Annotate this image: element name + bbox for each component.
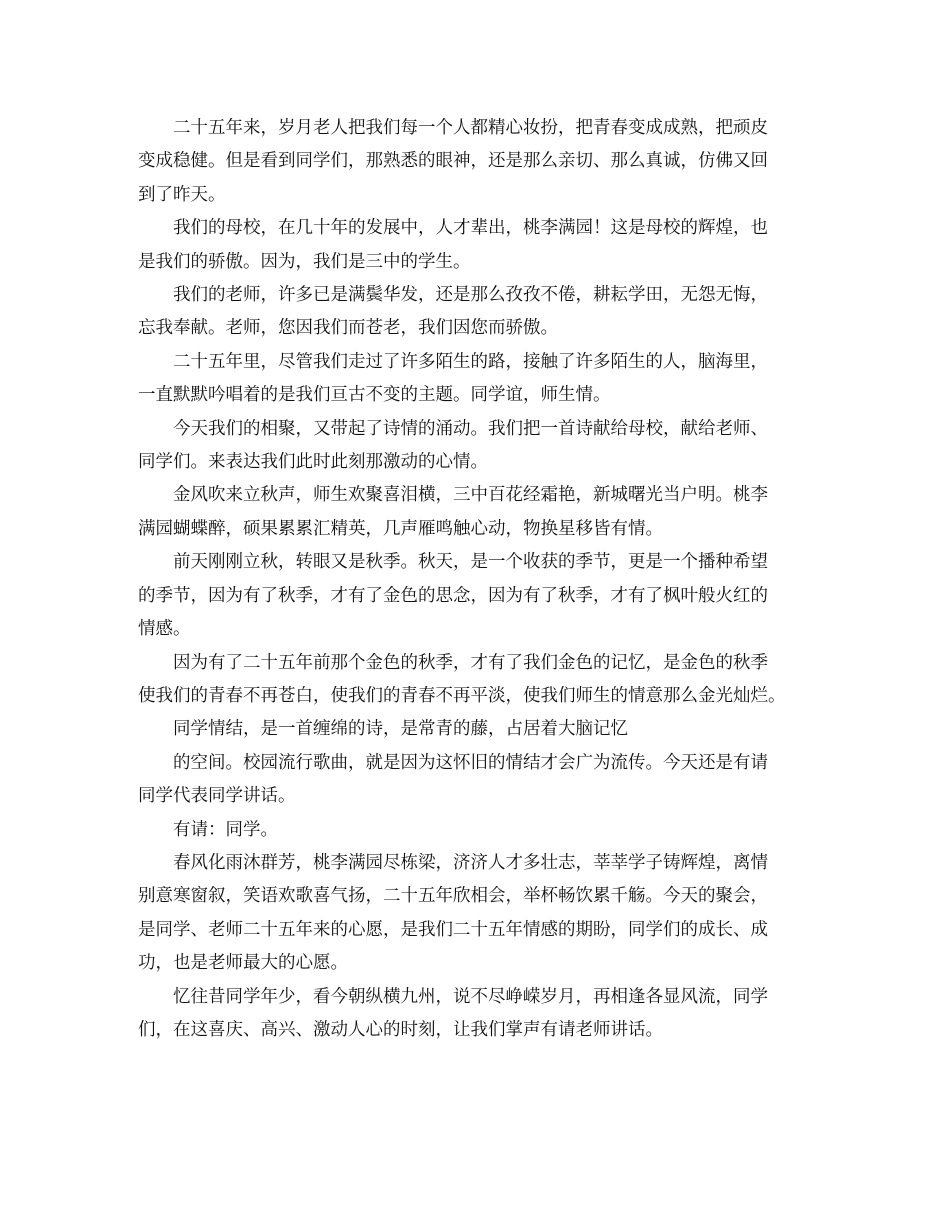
paragraph-1 [138,112,818,212]
paragraph-12 [138,847,818,981]
paragraph-7 [138,546,818,646]
text-line: 同学情结，是一首缠绵的诗，是常青的藤，占居着大脑记忆 [173,719,628,740]
text-line: 因为有了二十五年前那个金色的秋季，才有了我们金色的记忆，是金色的秋季 [173,652,768,673]
text-line: 到了昨天。 [138,184,226,205]
paragraph-9 [138,713,818,746]
text-line: 忆往昔同学年少，看今朝纵横九州，说不尽峥嵘岁月，再相逢各显风流，同学 [173,986,768,1007]
paragraph-11 [138,814,818,847]
text-line: 前天刚刚立秋，转眼又是秋季。秋天，是一个收获的季节，更是一个播种希望 [173,552,768,573]
paragraph-5 [138,413,818,480]
text-line: 金风吹来立秋声，师生欢聚喜泪横，三中百花经霜艳，新城曙光当户明。桃李 [173,485,768,506]
paragraph-3 [138,279,818,346]
text-line: 春风化雨沐群芳，桃李满园尽栋梁，济济人才多壮志，莘莘学子铸辉煌，离情 [173,852,768,873]
text-line: 同学代表同学讲话。 [138,786,296,807]
text-line: 满园蝴蝶醉，硕果累累汇精英，几声雁鸣触心动，物换星移皆有情。 [138,518,663,539]
text-line: 一直默默吟唱着的是我们亘古不变的主题。同学谊，师生情。 [138,385,611,406]
text-line: 的空间。校园流行歌曲，就是因为这怀旧的情结才会广为流传。今天还是有请 [173,752,768,773]
text-line: 有请：同学。 [173,819,278,840]
text-line: 同学们。来表达我们此时此刻那激动的心情。 [138,452,488,473]
paragraph-8 [138,647,818,714]
text-line: 忘我奉献。老师，您因我们而苍老，我们因您而骄傲。 [138,318,558,339]
document-body [138,112,818,1047]
text-line: 使我们的青春不再苍白，使我们的青春不再平淡，使我们师生的情意那么金光灿烂。 [138,685,786,706]
paragraph-2 [138,212,818,279]
text-line: 们，在这喜庆、高兴、激动人心的时刻，让我们掌声有请老师讲话。 [138,1019,663,1040]
text-line: 我们的母校，在几十年的发展中，人才辈出，桃李满园！这是母校的辉煌，也 [173,218,768,239]
text-line: 的季节，因为有了秋季，才有了金色的思念，因为有了秋季，才有了枫叶般火红的 [138,585,768,606]
text-line: 是我们的骄傲。因为，我们是三中的学生。 [138,251,471,272]
text-line: 二十五年来，岁月老人把我们每一个人都精心妆扮，把青春变成成熟，把顽皮 [173,118,768,138]
paragraph-10 [138,747,818,814]
paragraph-6 [138,479,818,546]
text-line: 功，也是老师最大的心愿。 [138,953,348,974]
text-line: 是同学、老师二十五年来的心愿，是我们二十五年情感的期盼，同学们的成长、成 [138,919,768,940]
text-line: 今天我们的相聚，又带起了诗情的涌动。我们把一首诗献给母校，献给老师、 [173,418,768,439]
text-line: 二十五年里，尽管我们走过了许多陌生的路，接触了许多陌生的人，脑海里， [173,351,768,372]
text-line: 别意寒窗叙，笑语欢歌喜气扬，二十五年欣相会，举杯畅饮累千觞。今天的聚会， [138,886,768,907]
paragraph-4 [138,346,818,413]
text-line: 变成稳健。但是看到同学们，那熟悉的眼神，还是那么亲切、那么真诚，仿佛又回 [138,151,768,172]
paragraph-13 [138,981,818,1048]
text-line: 我们的老师，许多已是满鬓华发，还是那么孜孜不倦，耕耘学田，无怨无悔， [173,285,768,306]
text-line: 情感。 [138,619,191,640]
